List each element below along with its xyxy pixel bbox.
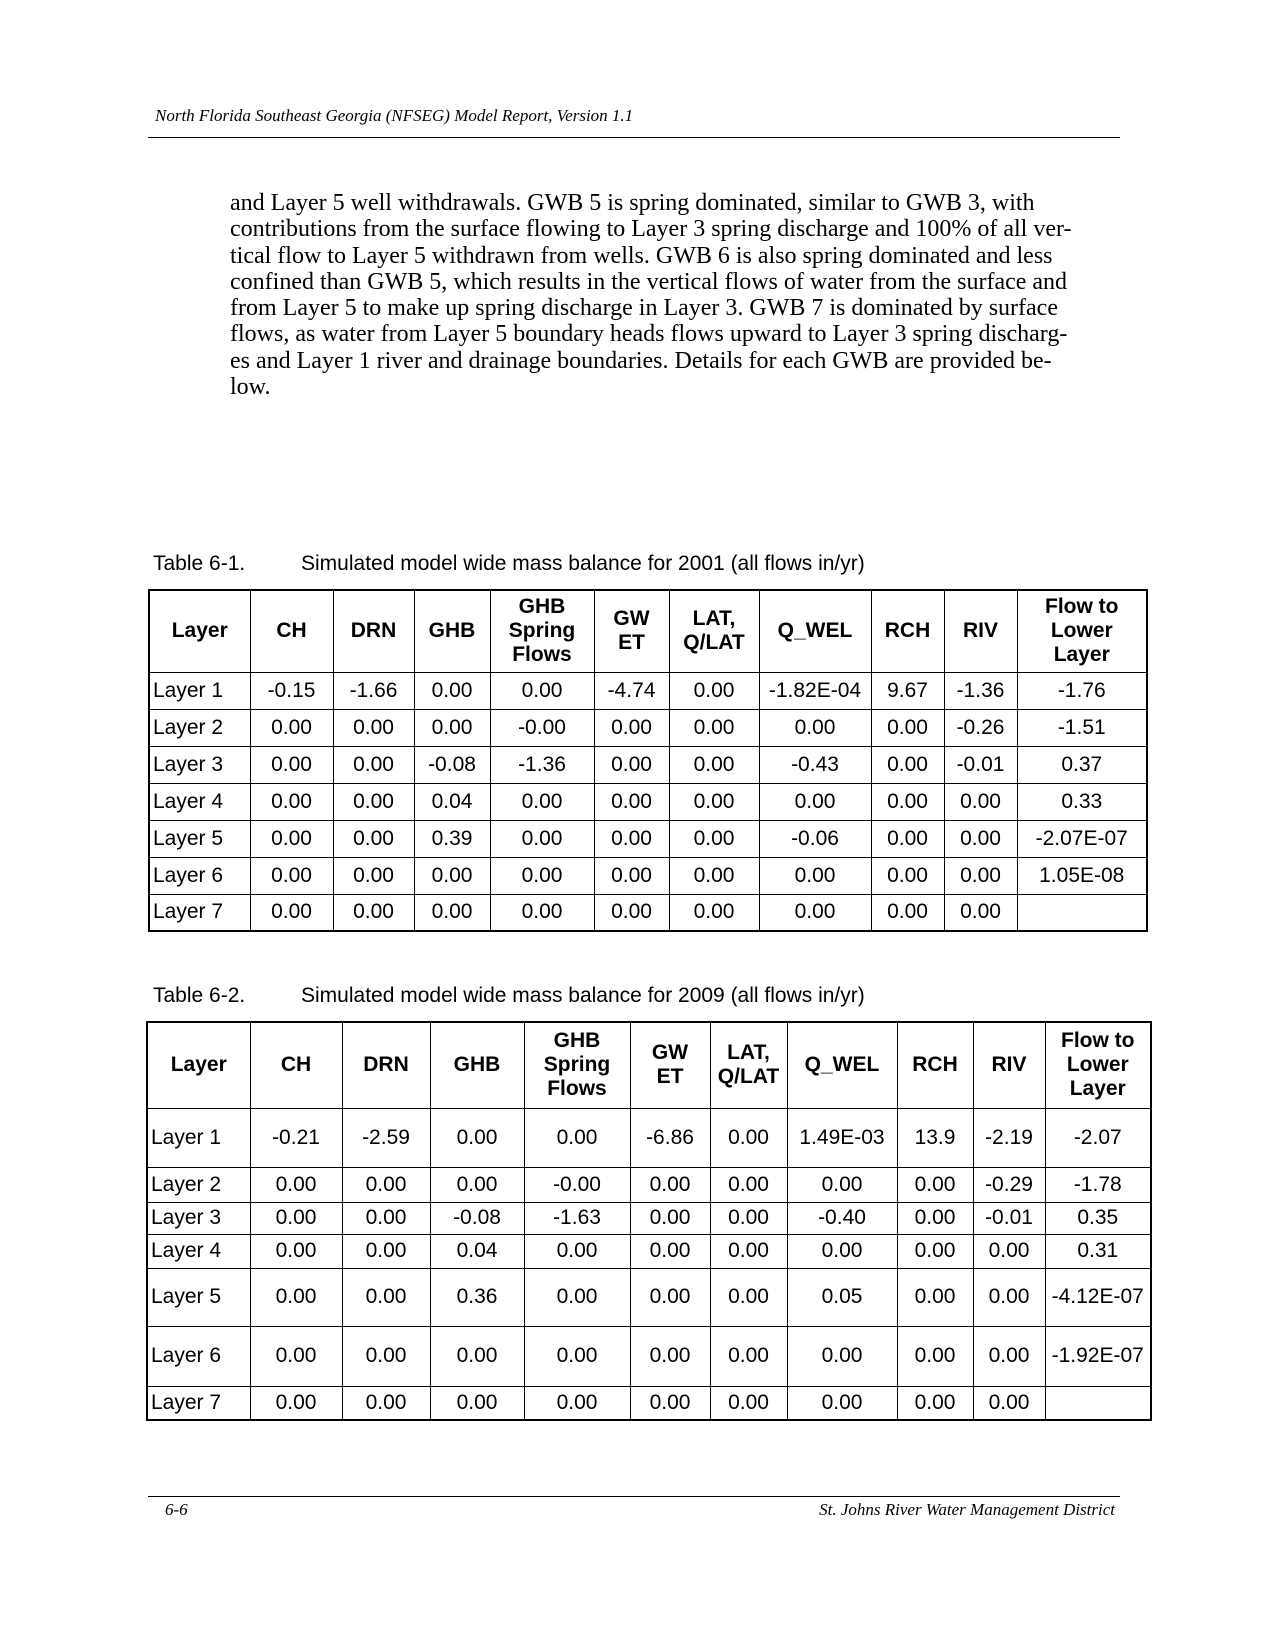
table-cell: -0.29 (973, 1167, 1045, 1202)
column-header-line: ET (618, 631, 645, 655)
column-header-line: Layer (1053, 643, 1110, 667)
table-cell: 0.00 (710, 1234, 787, 1268)
table-cell: 0.00 (871, 783, 944, 820)
column-header-line: GHB (428, 619, 476, 643)
table-cell: 0.00 (897, 1386, 973, 1420)
table-cell: -0.08 (430, 1202, 524, 1234)
table-cell: -1.36 (944, 672, 1017, 709)
table-cell: -6.86 (630, 1108, 710, 1167)
table-cell: 1.49E-03 (787, 1108, 897, 1167)
table-cell: 0.00 (490, 783, 594, 820)
column-header-line: Q/LAT (717, 1065, 780, 1089)
table-row (147, 1202, 1151, 1234)
column-header (787, 1022, 897, 1108)
column-header-line: Layer (170, 1053, 227, 1077)
mass-balance-table-2001 (148, 589, 1148, 932)
table-row (149, 783, 1147, 820)
table-cell: 0.00 (342, 1268, 430, 1326)
table-cell: 0.00 (333, 857, 414, 894)
table-cell: -1.78 (1045, 1167, 1151, 1202)
table-cell: 0.00 (342, 1234, 430, 1268)
table-cell: 0.00 (342, 1202, 430, 1234)
table-cell: 0.00 (787, 1386, 897, 1420)
table-cell: 0.00 (630, 1234, 710, 1268)
table-cell: 0.00 (250, 746, 333, 783)
column-header (944, 590, 1017, 672)
row-label: Layer 4 (149, 783, 250, 820)
column-header (149, 590, 250, 672)
table-cell: 0.00 (430, 1167, 524, 1202)
table-cell: 0.00 (871, 746, 944, 783)
table-cell: -4.74 (594, 672, 669, 709)
column-header-line: Q_WEL (777, 619, 853, 643)
page-number: 6-6 (165, 1500, 188, 1519)
table-cell: 0.00 (630, 1202, 710, 1234)
table-cell: -2.59 (342, 1108, 430, 1167)
table-cell: -0.01 (973, 1202, 1045, 1234)
column-header (594, 590, 669, 672)
table-cell: 0.00 (594, 746, 669, 783)
table-cell: 0.35 (1045, 1202, 1151, 1234)
row-label: Layer 4 (147, 1234, 250, 1268)
table-cell: 0.00 (973, 1386, 1045, 1420)
table-cell: 0.33 (1017, 783, 1147, 820)
table-cell: 0.00 (594, 820, 669, 857)
table-cell: 0.00 (759, 857, 871, 894)
column-header (524, 1022, 630, 1108)
table-cell: 0.00 (897, 1234, 973, 1268)
table-cell: -0.40 (787, 1202, 897, 1234)
column-header (1017, 590, 1147, 672)
table-cell: -2.07E-07 (1017, 820, 1147, 857)
table-caption-text: Simulated model wide mass balance for 2009 (all flows in/yr) (301, 984, 865, 1007)
column-header-line: Lower (1050, 619, 1113, 643)
table-row (149, 746, 1147, 783)
row-label: Layer 5 (149, 820, 250, 857)
table-cell: 0.00 (973, 1234, 1045, 1268)
table-cell: 0.00 (871, 857, 944, 894)
table-row (147, 1167, 1151, 1202)
table-cell: 0.00 (944, 894, 1017, 931)
table-cell: 0.00 (524, 1326, 630, 1386)
column-header (333, 590, 414, 672)
table-cell: 0.00 (944, 820, 1017, 857)
table-cell: -0.08 (414, 746, 490, 783)
table-cell: 0.00 (973, 1326, 1045, 1386)
table-cell: -0.43 (759, 746, 871, 783)
table-cell: -0.15 (250, 672, 333, 709)
column-header (630, 1022, 710, 1108)
table-cell: 0.00 (430, 1326, 524, 1386)
table-row (147, 1326, 1151, 1386)
table-cell: -1.76 (1017, 672, 1147, 709)
table-cell: 0.00 (250, 857, 333, 894)
table-cell: 0.00 (897, 1326, 973, 1386)
table-row (149, 894, 1147, 931)
table-row (149, 709, 1147, 746)
table-row (147, 1234, 1151, 1268)
table-cell: 0.00 (333, 746, 414, 783)
header-rule (148, 137, 1120, 138)
column-header-line: Flow to (1061, 1029, 1135, 1053)
column-header-line: Lower (1066, 1053, 1129, 1077)
table-cell: 0.00 (630, 1268, 710, 1326)
table-cell: 0.00 (250, 1234, 342, 1268)
table-cell: 13.9 (897, 1108, 973, 1167)
table-cell: -0.21 (250, 1108, 342, 1167)
column-header-line: RIV (991, 1053, 1027, 1077)
column-header (250, 1022, 342, 1108)
table-cell: 0.00 (871, 709, 944, 746)
column-header-line: Flows (547, 1077, 607, 1101)
column-header (669, 590, 759, 672)
table-cell: 0.00 (669, 746, 759, 783)
table-cell: 0.00 (414, 709, 490, 746)
table-cell: 0.00 (250, 1202, 342, 1234)
table-cell: 0.39 (414, 820, 490, 857)
column-header-line: Flows (512, 643, 572, 667)
table-cell: 0.00 (897, 1167, 973, 1202)
body-line: contributions from the surface flowing to Layer 3 spring discharge and 100% of all ver- (230, 216, 1072, 243)
table-cell: 0.00 (710, 1268, 787, 1326)
table-cell: 0.04 (414, 783, 490, 820)
table-cell: 0.00 (787, 1326, 897, 1386)
table-cell: -1.66 (333, 672, 414, 709)
column-header-line: GHB (518, 595, 566, 619)
table-cell: 0.00 (759, 894, 871, 931)
table-row (147, 1108, 1151, 1167)
table-cell: 0.00 (710, 1202, 787, 1234)
table-cell: 0.00 (524, 1386, 630, 1420)
table-cell: 0.04 (430, 1234, 524, 1268)
column-header (710, 1022, 787, 1108)
column-header-line: Layer (171, 619, 228, 643)
table-cell: 0.00 (710, 1326, 787, 1386)
column-header-line: GW (651, 1041, 689, 1065)
header-title: North Florida Southeast Georgia (NFSEG) Model Report, Version 1.1 (155, 106, 634, 125)
table-cell: 0.00 (944, 857, 1017, 894)
column-header (897, 1022, 973, 1108)
table-cell: 0.00 (594, 857, 669, 894)
row-label: Layer 5 (147, 1268, 250, 1326)
table-cell: 0.00 (250, 1386, 342, 1420)
body-line: confined than GWB 5, which results in the vertical flows of water from the surface and (230, 268, 1068, 295)
table-cell: 0.00 (710, 1386, 787, 1420)
table-row (147, 1386, 1151, 1420)
column-header (490, 590, 594, 672)
column-header-line: GHB (553, 1029, 601, 1053)
column-header (414, 590, 490, 672)
table-cell: 0.00 (871, 894, 944, 931)
column-header-line: Flow to (1045, 595, 1119, 619)
body-line: es and Layer 1 river and drainage boundaries. Details for each GWB are provided be- (230, 347, 1052, 374)
column-header-line: DRN (350, 619, 397, 643)
table-cell: -0.01 (944, 746, 1017, 783)
column-header-line: Layer (1069, 1077, 1126, 1101)
table-cell: 0.00 (973, 1268, 1045, 1326)
body-line: flows, as water from Layer 5 boundary heads flows upward to Layer 3 spring discharg- (230, 321, 1068, 348)
table-cell: -0.00 (490, 709, 594, 746)
column-header (250, 590, 333, 672)
table-cell: 0.00 (342, 1167, 430, 1202)
row-label: Layer 6 (149, 857, 250, 894)
table-cell: 0.00 (414, 894, 490, 931)
table-cell: 0.00 (594, 783, 669, 820)
table-cell (1017, 894, 1147, 931)
column-header-line: CH (280, 1053, 312, 1077)
column-header (430, 1022, 524, 1108)
table-cell: 0.00 (524, 1268, 630, 1326)
table-cell: 0.00 (414, 672, 490, 709)
row-label: Layer 1 (149, 672, 250, 709)
column-header-line: Spring (543, 1053, 611, 1077)
table-cell: 0.00 (250, 1326, 342, 1386)
row-label: Layer 1 (147, 1108, 250, 1167)
row-label: Layer 7 (147, 1386, 250, 1420)
table-cell: 0.00 (333, 783, 414, 820)
table-cell: -0.00 (524, 1167, 630, 1202)
table-cell: 0.00 (710, 1167, 787, 1202)
column-header-line: RCH (912, 1053, 958, 1077)
column-header (871, 590, 944, 672)
column-header-line: Spring (508, 619, 576, 643)
row-label: Layer 6 (147, 1326, 250, 1386)
footer-organization: St. Johns River Water Management District (819, 1500, 1115, 1519)
table-cell: 0.00 (630, 1386, 710, 1420)
column-header-line: RIV (962, 619, 998, 643)
table-cell: 0.00 (250, 1167, 342, 1202)
column-header-line: LAT, (727, 1041, 770, 1065)
column-header-line: Q/LAT (683, 631, 745, 655)
table-cell: 0.00 (759, 709, 871, 746)
table-cell: 0.00 (669, 820, 759, 857)
table-cell: 0.00 (342, 1386, 430, 1420)
table-caption (153, 552, 865, 576)
table-cell: 0.31 (1045, 1234, 1151, 1268)
row-label: Layer 3 (149, 746, 250, 783)
table-cell: 0.00 (333, 709, 414, 746)
table-cell (1045, 1386, 1151, 1420)
table-caption-text: Simulated model wide mass balance for 2001 (all flows in/yr) (301, 552, 865, 575)
column-header (147, 1022, 250, 1108)
table-cell: 0.00 (250, 783, 333, 820)
row-label: Layer 3 (147, 1202, 250, 1234)
table-cell: 0.00 (430, 1108, 524, 1167)
table-number: Table 6-2. (153, 984, 246, 1007)
table-cell: 0.00 (630, 1167, 710, 1202)
table-cell: -4.12E-07 (1045, 1268, 1151, 1326)
column-header (342, 1022, 430, 1108)
table-cell: 0.00 (669, 709, 759, 746)
column-header (759, 590, 871, 672)
table-cell: 0.00 (897, 1202, 973, 1234)
table-cell: 0.00 (710, 1108, 787, 1167)
table-cell: 0.37 (1017, 746, 1147, 783)
table-cell: 0.00 (759, 783, 871, 820)
table-cell: -0.26 (944, 709, 1017, 746)
table-cell: 9.67 (871, 672, 944, 709)
table-cell: -1.51 (1017, 709, 1147, 746)
body-line: tical flow to Layer 5 withdrawn from wells. GWB 6 is also spring dominated and less (230, 242, 1053, 269)
table-row (147, 1268, 1151, 1326)
table-cell: 0.00 (524, 1108, 630, 1167)
table-cell: 0.00 (871, 820, 944, 857)
table-cell: 0.00 (333, 820, 414, 857)
table-cell: 0.00 (630, 1326, 710, 1386)
table-cell: 0.00 (594, 709, 669, 746)
column-header-line: ET (656, 1065, 684, 1089)
row-label: Layer 2 (147, 1167, 250, 1202)
table-cell: -1.82E-04 (759, 672, 871, 709)
table-cell: 0.00 (787, 1234, 897, 1268)
column-header-line: Q_WEL (804, 1053, 880, 1077)
table-cell: -2.19 (973, 1108, 1045, 1167)
footer-rule (148, 1496, 1120, 1497)
table-cell: 0.00 (414, 857, 490, 894)
table-cell: 0.00 (944, 783, 1017, 820)
table-cell: 0.00 (490, 672, 594, 709)
table-cell: 0.00 (669, 783, 759, 820)
table-number: Table 6-1. (153, 552, 246, 575)
table-cell: 0.00 (250, 820, 333, 857)
column-header-line: CH (276, 619, 307, 643)
table-cell: -2.07 (1045, 1108, 1151, 1167)
table-cell: 0.00 (250, 709, 333, 746)
table-cell: 0.00 (333, 894, 414, 931)
table-cell: 0.00 (669, 857, 759, 894)
column-header-line: GW (613, 607, 650, 631)
table-cell: 0.00 (669, 672, 759, 709)
table-cell: 0.00 (524, 1234, 630, 1268)
table-header-row (147, 1022, 1151, 1108)
column-header-line: GHB (453, 1053, 501, 1077)
column-header (1045, 1022, 1151, 1108)
body-line: and Layer 5 well withdrawals. GWB 5 is spring dominated, similar to GWB 3, with (230, 190, 1035, 216)
table-cell: 0.00 (594, 894, 669, 931)
table-cell: 0.00 (342, 1326, 430, 1386)
column-header (973, 1022, 1045, 1108)
table-cell: 0.00 (490, 820, 594, 857)
mass-balance-table-2009 (146, 1021, 1152, 1421)
table-cell: -1.63 (524, 1202, 630, 1234)
table-cell: 0.05 (787, 1268, 897, 1326)
table-header-row (149, 590, 1147, 672)
table-cell: -0.06 (759, 820, 871, 857)
column-header-line: RCH (884, 619, 931, 643)
body-line: from Layer 5 to make up spring discharge in Layer 3. GWB 7 is dominated by surface (230, 295, 1058, 322)
table-cell: 0.00 (490, 857, 594, 894)
table-cell: 0.00 (250, 1268, 342, 1326)
table-cell: -1.92E-07 (1045, 1326, 1151, 1386)
table-cell: 0.00 (897, 1268, 973, 1326)
table-cell: 0.00 (490, 894, 594, 931)
row-label: Layer 2 (149, 709, 250, 746)
table-cell: 1.05E-08 (1017, 857, 1147, 894)
column-header-line: DRN (363, 1053, 409, 1077)
table-cell: -1.36 (490, 746, 594, 783)
table-row (149, 672, 1147, 709)
table-cell: 0.36 (430, 1268, 524, 1326)
table-caption (153, 984, 865, 1008)
row-label: Layer 7 (149, 894, 250, 931)
column-header-line: LAT, (692, 607, 736, 631)
table-cell: 0.00 (669, 894, 759, 931)
body-paragraph (230, 190, 1110, 400)
table-cell: 0.00 (787, 1167, 897, 1202)
table-cell: 0.00 (250, 894, 333, 931)
table-row (149, 820, 1147, 857)
table-row (149, 857, 1147, 894)
table-cell: 0.00 (430, 1386, 524, 1420)
body-line: low. (230, 374, 271, 401)
